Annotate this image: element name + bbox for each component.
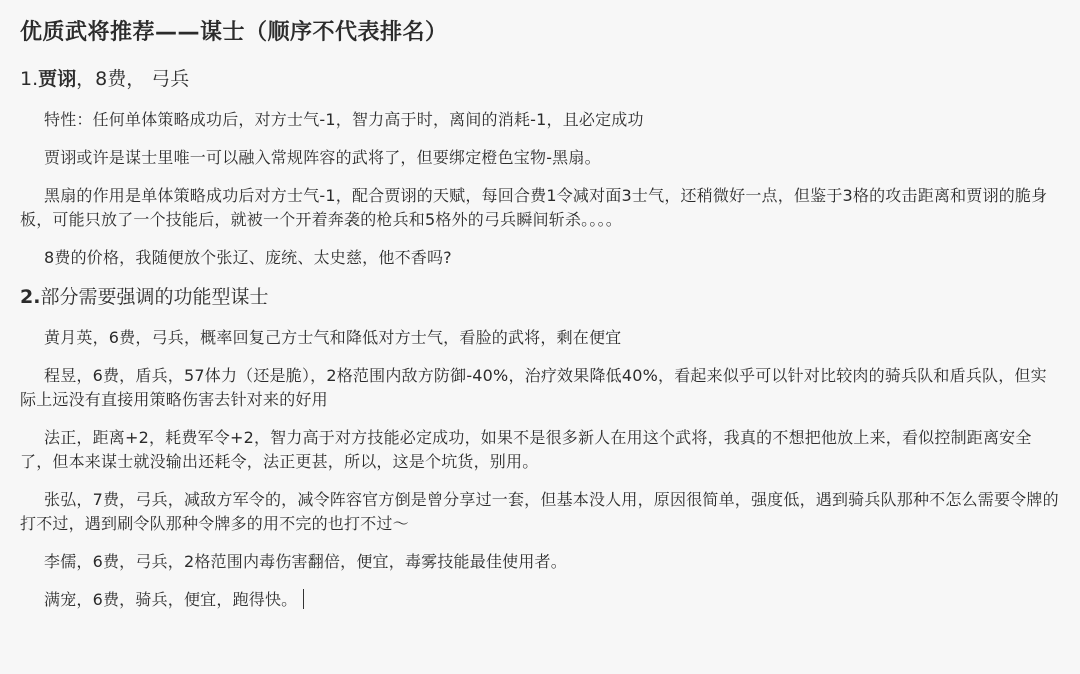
section-rest: ，8费， 弓兵	[76, 68, 190, 90]
paragraph: 8费的价格，我随便放个张辽、庞统、太史慈，他不香吗?	[44, 248, 452, 267]
paragraph: 程昱，6费，盾兵，57体力（还是脆），2格范围内敌方防御-40%，治疗效果降低40%，看起来似乎可以针对比较肉的骑兵队和盾兵队，但实际上远没有直接用策略伤害去针对来的好用	[20, 366, 1047, 409]
section-heading-functional	[20, 284, 1060, 310]
section-number: 2.	[20, 286, 41, 308]
section-name: 贾诩	[38, 68, 77, 90]
section-name: 部分需要强调的功能型谋士	[40, 286, 269, 308]
paragraph: 张弘，7费，弓兵，减敌方军令的，减令阵容官方倒是曾分享过一套，但基本没人用，原因很简单，强度低，遇到骑兵队那种不怎么需要令牌的打不过，遇到刷令队那种令牌多的用不完的也打不过～	[20, 490, 1059, 533]
paragraph-trait: 特性：任何单体策略成功后，对方士气-1，智力高于时，离间的消耗-1，且必定成功	[44, 110, 644, 129]
paragraph: 黄月英，6费，弓兵，概率回复己方士气和降低对方士气，看脸的武将，剩在便宜	[44, 328, 622, 347]
paragraph: 法正，距离+2，耗费军令+2，智力高于对方技能必定成功，如果不是很多新人在用这个武将，我真的不想把他放上来，看似控制距离安全了，但本来谋士就没输出还耗令，法正更甚，所以，这是个坑货，别用。	[20, 428, 1032, 471]
page-title: 优质武将推荐——谋士（顺序不代表排名）	[20, 20, 448, 45]
paragraph: 贾诩或许是谋士里唯一可以融入常规阵容的武将了，但要绑定橙色宝物-黑扇。	[44, 148, 601, 167]
paragraph-last: 满宠，6费，骑兵，便宜，跑得快。	[20, 588, 1060, 612]
paragraph: 李儒，6费，弓兵，2格范围内毒伤害翻倍，便宜，毒雾技能最佳使用者。	[44, 552, 567, 571]
paragraph: 黑扇的作用是单体策略成功后对方士气-1，配合贾诩的天赋，每回合费1令减对面3士气，还稍微好一点，但鉴于3格的攻击距离和贾诩的脆身板，可能只放了一个技能后，就被一个开着奔袭的枪兵和5格外的弓兵瞬间斩杀。。。。	[20, 186, 1048, 229]
section-number: 1.	[20, 68, 39, 90]
section-heading-jiaxu	[20, 66, 1060, 92]
